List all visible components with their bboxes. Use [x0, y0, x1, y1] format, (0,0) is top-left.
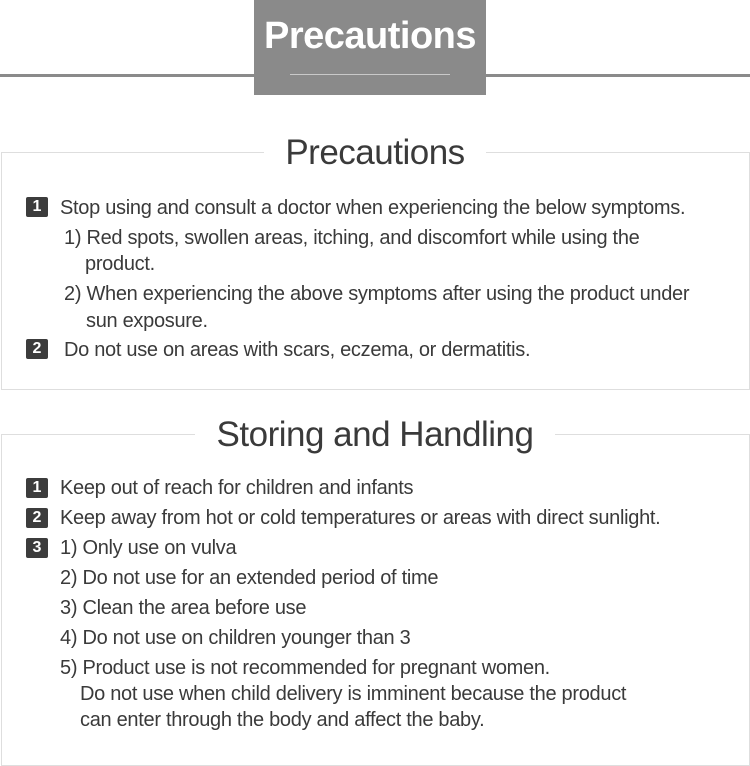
storing-item-2-number: 2: [26, 508, 48, 528]
precautions-item-1-text: Stop using and consult a doctor when experiencing the below symptoms.: [60, 197, 686, 219]
header-tab-underline: [290, 74, 450, 75]
storing-item-1-text: Keep out of reach for children and infants: [60, 477, 414, 499]
storing-item-3-number: 3: [26, 538, 48, 558]
precautions-item-2-text: Do not use on areas with scars, eczema, or dermatitis.: [64, 339, 531, 361]
storing-item-2-text: Keep away from hot or cold temperatures or areas with direct sunlight.: [60, 507, 661, 529]
storing-panel: [1, 415, 750, 766]
storing-item-3-sub-2: 2) Do not use for an extended period of time: [60, 567, 439, 589]
precautions-item-1-number: 1: [26, 197, 48, 217]
precautions-item-1-sub-2-line-1: 2) When experiencing the above symptoms after using the product under: [64, 283, 690, 305]
precautions-heading: Precautions: [264, 131, 486, 175]
precautions-panel: [1, 133, 750, 390]
header-tab-title: Precautions: [263, 15, 477, 57]
storing-item-1-number: 1: [26, 478, 48, 498]
precautions-item-1-sub-1-line-1: 1) Red spots, swollen areas, itching, and discomfort while using the: [64, 227, 640, 249]
storing-item-3-sub-5-line-2: Do not use when child delivery is imminent because the product: [80, 683, 627, 705]
storing-item-3-sub-5-line-3: can enter through the body and affect the baby.: [80, 709, 485, 731]
storing-heading: Storing and Handling: [195, 413, 555, 457]
storing-item-3-sub-4: 4) Do not use on children younger than 3: [60, 627, 411, 649]
storing-item-3-sub-3: 3) Clean the area before use: [60, 597, 307, 619]
precautions-item-1-sub-2-line-2: sun exposure.: [86, 310, 208, 332]
header-tab: [254, 0, 486, 95]
precautions-item-2-number: 2: [26, 339, 48, 359]
precautions-item-1-sub-1-line-2: product.: [85, 253, 155, 275]
storing-item-3-sub-1: 1) Only use on vulva: [60, 537, 237, 559]
storing-item-3-sub-5-line-1: 5) Product use is not recommended for pregnant women.: [60, 657, 550, 679]
